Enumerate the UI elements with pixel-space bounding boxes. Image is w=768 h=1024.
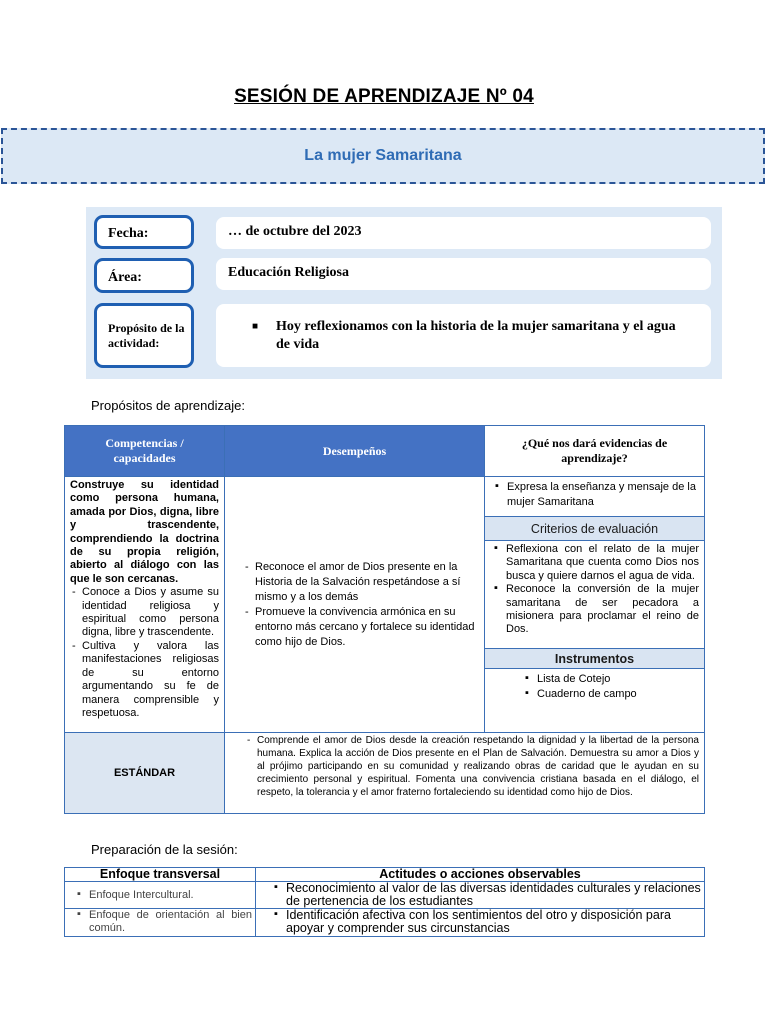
preparacion-table — [64, 867, 705, 937]
fecha-label-box — [94, 215, 194, 249]
enfoque-cell — [65, 909, 256, 937]
preparacion-heading: Preparación de la sesión: — [91, 842, 238, 857]
actitud-item: ▪ Reconocimiento al valor de las diversas identidades culturales y relaciones de pertenencia de los estudiantes — [286, 882, 701, 908]
capacidad-item: - Conoce a Dios y asume su identidad religiosa y espiritual como persona digna, libre y trascendente. — [82, 586, 219, 640]
proposito-value: Hoy reflexionamos con la historia de la mujer samaritana y el agua de vida — [276, 319, 676, 352]
header-evidencias: ¿Qué nos dará evidencias de aprendizaje? — [485, 426, 705, 477]
desempeno-item: - Promueve la convivencia armónica en su entorno más cercano y fortalece su identidad como hijo de Dios. — [255, 605, 479, 650]
estandar-text: - Comprende el amor de Dios desde la creación respetando la dignidad y la libertad de la persona humana. Explica la acción de Dios presente en el Plan de Salvación. Demuestra su amor a Dios y al prójimo participando en su comunidad y realizando obras de caridad que le ayudan en su crecimiento personal y espiritual. Fomenta una convivencia cristiana basada en el diálogo, el respeto, la tolerancia y el amor fraterno fortaleciendo su identidad como hijo de Dios. — [257, 734, 699, 799]
actitud-list — [270, 882, 701, 908]
subtitle-banner — [1, 128, 765, 184]
fecha-label: Fecha: — [108, 226, 149, 241]
estandar-label-cell — [65, 733, 225, 814]
criterios-header: Criterios de evaluación — [485, 517, 705, 541]
header-desempenos: Desempeños — [225, 426, 485, 477]
header-actitudes: Actitudes o acciones observables — [256, 868, 705, 882]
propositos-table — [64, 425, 705, 814]
criterio-item: ▪ Reconoce la conversión de la mujer samaritana de ser pecadora a misionera para proclamar el reino de Dos. — [506, 583, 699, 637]
propositos-heading: Propósitos de aprendizaje: — [91, 398, 245, 413]
instrumento-item: ▪ Lista de Cotejo — [537, 672, 698, 687]
actitud-cell — [256, 909, 705, 937]
criterios-cell — [485, 541, 705, 649]
instrumentos-list — [521, 672, 698, 702]
proposito-value-box — [216, 304, 711, 367]
proposito-label: Propósito de la actividad: — [108, 321, 185, 350]
evidencia-list — [491, 480, 698, 510]
enfoque-cell — [65, 882, 256, 909]
estandar-list — [245, 734, 699, 799]
instrumentos-cell — [485, 669, 705, 733]
area-value: Educación Religiosa — [228, 265, 349, 280]
area-value-box — [216, 258, 711, 290]
fecha-value: … de octubre del 2023 — [228, 224, 362, 239]
enfoque-item: ▪ Enfoque de orientación al bien común. — [89, 909, 252, 935]
enfoque-list — [73, 909, 252, 935]
header-competencias: Competencias / capacidades — [65, 426, 225, 477]
desempenos-cell — [225, 477, 485, 733]
capacidades-list — [70, 586, 219, 720]
bullet-square-icon: ■ — [252, 321, 259, 332]
evidencia-item: ▪ Expresa la enseñanza y mensaje de la mujer Samaritana — [507, 480, 698, 510]
header-enfoque: Enfoque transversal — [65, 868, 256, 882]
criterio-item: ▪ Reflexiona con el relato de la mujer Samaritana que cuenta como Dios nos busca y quiere darnos el agua de vida. — [506, 543, 699, 583]
instrumentos-header: Instrumentos — [485, 649, 705, 669]
estandar-text-cell — [225, 733, 705, 814]
info-panel — [86, 207, 722, 379]
actitud-list — [270, 909, 701, 935]
page-title: SESIÓN DE APRENDIZAJE Nº 04 — [234, 86, 534, 107]
desempenos-list — [243, 560, 479, 650]
estandar-label: ESTÁNDAR — [113, 767, 176, 779]
desempeno-item: - Reconoce el amor de Dios presente en la Historia de la Salvación respetándose a sí mismo y a los demás — [255, 560, 479, 605]
evidencia-cell — [485, 477, 705, 517]
enfoque-list — [73, 889, 252, 901]
competencia-text: Construye su identidad como persona humana, amada por Dios, digna, libre y trascendente, comprendiendo la doctrina de su propia religión, abierto al diálogo con las que le son cercanas. — [70, 479, 219, 585]
fecha-value-box — [216, 217, 711, 249]
enfoque-item: ▪ Enfoque Intercultural. — [89, 889, 252, 901]
competencias-cell — [65, 477, 225, 733]
instrumento-item: ▪ Cuaderno de campo — [537, 687, 698, 702]
actitud-cell — [256, 882, 705, 909]
capacidad-item: - Cultiva y valora las manifestaciones religiosas de su entorno argumentando su fe de manera comprensible y respetuosa. — [82, 640, 219, 720]
actitud-item: ▪ Identificación afectiva con los sentimientos del otro y disposición para apoyar y comprender sus circunstancias — [286, 909, 701, 935]
area-label: Área: — [108, 270, 142, 285]
area-label-box — [94, 258, 194, 293]
subtitle-text: La mujer Samaritana — [304, 147, 462, 164]
criterios-list — [490, 543, 699, 637]
proposito-label-box — [94, 303, 194, 368]
